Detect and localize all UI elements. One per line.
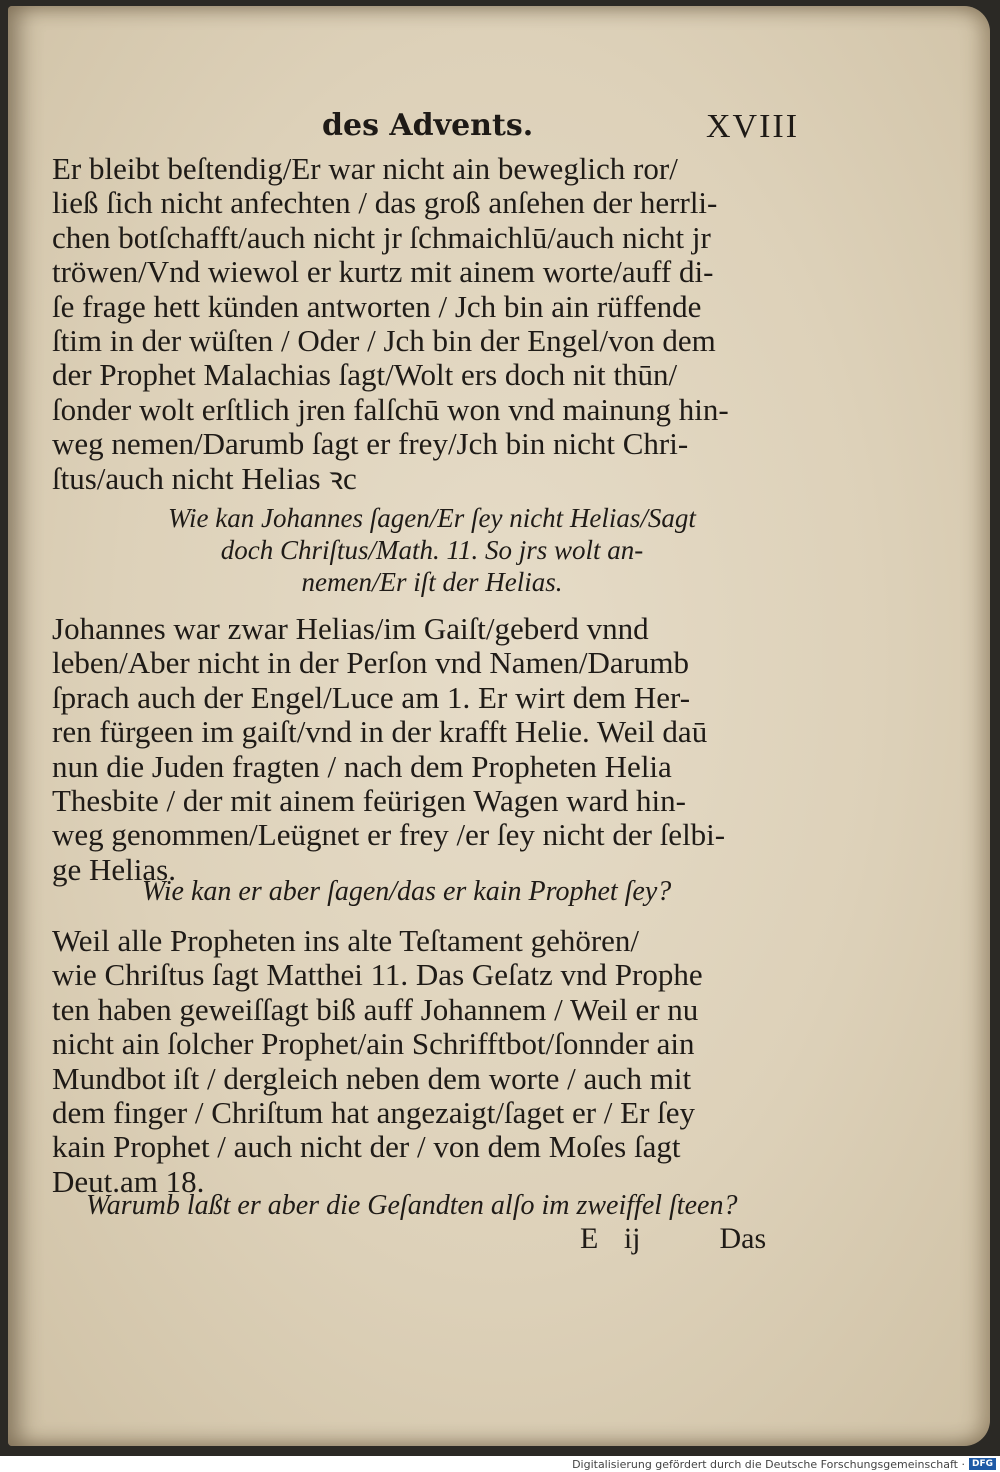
text-line: ſonder wolt erſtlich jren falſchū won vnd mainung hin-: [52, 391, 729, 427]
text-line: der Prophet Malachias ſagt/Wolt ers doch nit thūn/: [52, 357, 678, 393]
question-2-block: [142, 876, 842, 908]
text-line: Johannes war zwar Helias/im Gaiſt/geberd vnnd: [52, 611, 649, 646]
paragraph-1: [52, 152, 812, 496]
text-line: Mundbot iſt / dergleich neben dem worte / auch mit: [52, 1060, 692, 1096]
text-line: chen botſchafft/auch nicht jr ſchmaichlū/auch nicht jr: [52, 219, 711, 255]
text-line: ließ ſich nicht anfechten / das groß anſehen der herrli-: [52, 185, 718, 221]
digitization-credit: [572, 1456, 996, 1472]
paragraph-2: [52, 612, 812, 887]
text-line: wie Chriſtus ſagt Matthei 11. Das Geſatz vnd Prophe: [52, 957, 703, 993]
page-footer: [580, 1222, 766, 1256]
running-head: des Advents.: [322, 108, 534, 143]
paragraph-3: [52, 924, 812, 1199]
signature-mark: E ij: [580, 1222, 641, 1255]
question-3: Warumb laßt er aber die Geſandten alſo im zweiffel ſteen?: [86, 1190, 738, 1221]
dfg-logo: DFG: [969, 1458, 996, 1470]
credit-text: Digitalisierung gefördert durch die Deutsche Forschungsgemeinschaft ·: [572, 1457, 965, 1471]
text-line: kain Prophet / auch nicht der / von dem Moſes ſagt: [52, 1129, 681, 1165]
text-line: ge Helias.: [52, 851, 176, 887]
question-line: Wie kan Johannes ſagen/Er ſey nicht Helias/Sagt: [168, 503, 696, 533]
text-line: ſprach auch der Engel/Luce am 1. Er wirt dem Her-: [52, 679, 691, 715]
text-line: nun die Juden fragten / nach dem Propheten Helia: [52, 748, 672, 784]
text-line: dem finger / Chriſtum hat angezaigt/ſaget er / Er ſey: [52, 1095, 696, 1131]
text-line: ſtus/auch nicht Helias ꝛc: [52, 460, 357, 496]
text-line: ren fürgeen im gaiſt/vnd in der krafft Helie. Weil daū: [52, 714, 708, 750]
text-line: ſtim in der wüſten / Oder / Jch bin der Engel/von dem: [52, 323, 716, 359]
catchword: Das: [719, 1222, 767, 1255]
text-line: weg genommen/Leügnet er frey /er ſey nicht der ſelbi-: [52, 817, 726, 853]
text-line: Thesbite / der mit ainem feürigen Wagen ward hin-: [52, 783, 686, 819]
text-line: Deut.am 18.: [52, 1163, 205, 1199]
text-line: ſe frage hett künden antworten / Jch bin ain rüffende: [52, 288, 702, 324]
text-line: Er bleibt beſtendig/Er war nicht ain beweglich ror/: [52, 151, 678, 186]
text-line: nicht ain ſolcher Prophet/ain Schrifftbot/ſonnder ain: [52, 1026, 695, 1062]
question-1: [52, 502, 812, 598]
text-line: weg nemen/Darumb ſagt er frey/Jch bin nicht Chri-: [52, 426, 689, 462]
question-3-block: [86, 1190, 826, 1222]
question-2: Wie kan er aber ſagen/das er kain Prophet ſey?: [142, 876, 672, 907]
folio-number: XVIII: [706, 108, 800, 145]
text-line: leben/Aber nicht in der Perſon vnd Namen/Darumb: [52, 645, 690, 681]
text-line: tröwen/Vnd wiewol er kurtz mit ainem worte/auff di-: [52, 254, 714, 290]
text-line: ten haben geweiſſagt biß auff Johannem / Weil er nu: [52, 991, 699, 1027]
question-line: doch Chriſtus/Math. 11. So jrs wolt an-: [220, 535, 644, 565]
page-header: [0, 108, 1000, 152]
question-line: nemen/Er iſt der Helias.: [301, 567, 563, 597]
text-line: Weil alle Propheten ins alte Teſtament gehören/: [52, 923, 640, 958]
